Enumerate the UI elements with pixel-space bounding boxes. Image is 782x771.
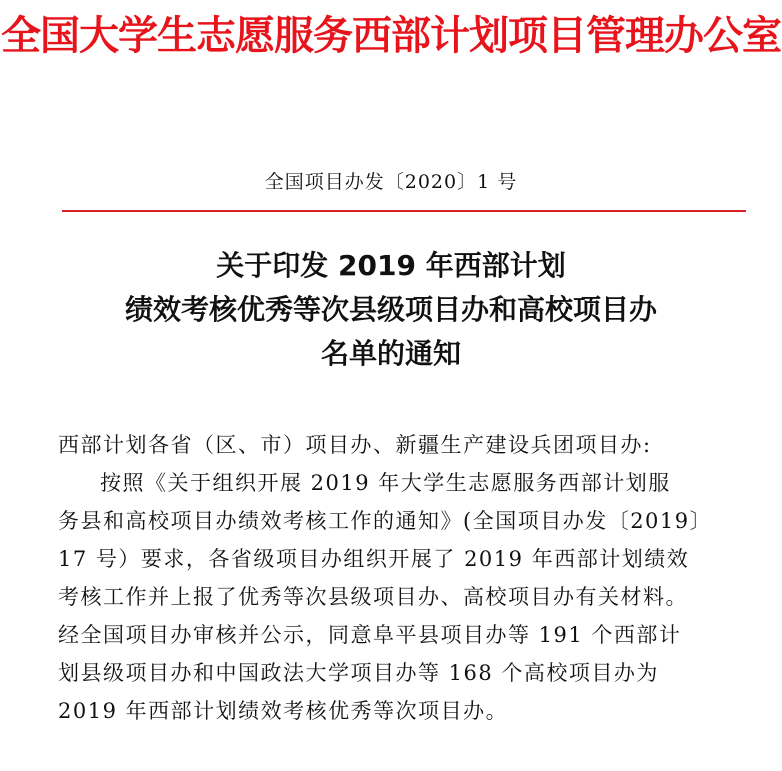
body-line-3: 17 号）要求，各省级项目办组织开展了 2019 年西部计划绩效 <box>58 547 690 571</box>
document-title <box>0 244 782 376</box>
body-line-7: 2019 年西部计划绩效考核优秀等次项目办。 <box>58 699 509 723</box>
salutation: 西部计划各省（区、市）项目办、新疆生产建设兵团项目办: <box>58 433 652 457</box>
red-divider-line <box>62 210 746 212</box>
document-number: 全国项目办发〔2020〕1 号 <box>264 171 518 193</box>
body-line-4: 考核工作并上报了优秀等次县级项目办、高校项目办有关材料。 <box>58 585 688 609</box>
title-line-1: 关于印发 2019 年西部计划 <box>216 249 566 282</box>
body-line-1: 按照《关于组织开展 2019 年大学生志愿服务西部计划服 <box>100 471 671 495</box>
issuing-organization-header: 全国大学生志愿服务西部计划项目管理办公室 <box>1 13 781 59</box>
body-line-2: 务县和高校项目办绩效考核工作的通知》(全国项目办发〔2019〕 <box>58 509 713 533</box>
title-line-3: 名单的通知 <box>320 337 461 370</box>
document-body <box>58 426 748 730</box>
body-line-6: 划县级项目办和中国政法大学项目办等 168 个高校项目办为 <box>58 661 659 685</box>
body-line-5: 经全国项目办审核并公示，同意阜平县项目办等 191 个西部计 <box>58 623 682 647</box>
title-line-2: 绩效考核优秀等次县级项目办和高校项目办 <box>124 293 657 326</box>
